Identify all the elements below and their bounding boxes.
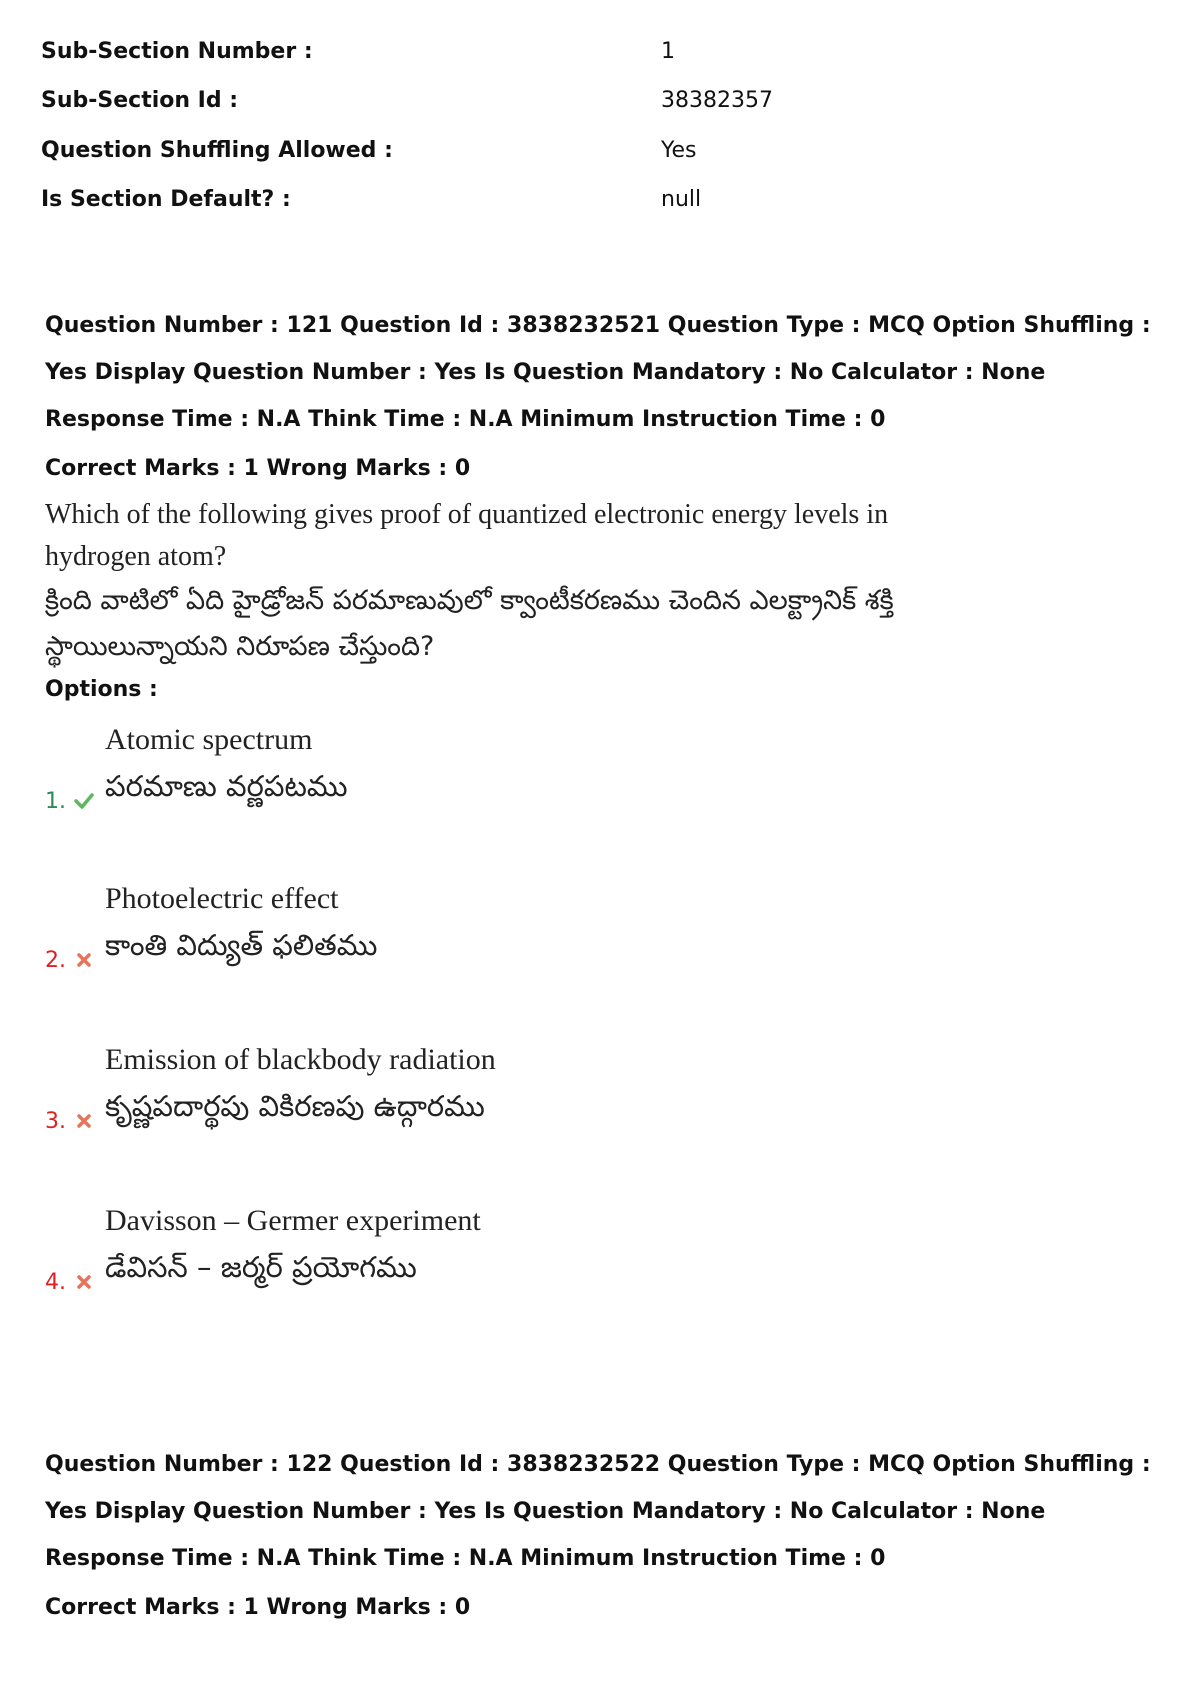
subsection-id-label: Sub-Section Id :	[41, 88, 239, 113]
option-text-english: Photoelectric effect	[105, 882, 339, 915]
question-text-telugu: క్రింది వాటిలో ఏది హైడ్రోజన్ పరమాణువులో క్వాంటీకరణము చెందిన ఎలక్ట్రానిక్ శక్తి స్థాయిలున్నాయని నిరూపణ చేస్తుంది?	[45, 585, 894, 662]
question-shuffling-label: Question Shuffling Allowed :	[41, 138, 393, 163]
option-3	[45, 1038, 845, 1148]
option-number: 3.	[45, 1109, 66, 1134]
subsection-id-row	[41, 81, 1141, 121]
marks-line: Correct Marks : 1 Wrong Marks : 0	[45, 1595, 471, 1620]
subsection-number-value: 1	[661, 39, 675, 64]
option-4	[45, 1199, 845, 1309]
question-header: Question Number : 121 Question Id : 3838232521 Question Type : MCQ Option Shuffling : Yes Display Question Number : Yes Is Question Mandatory : No Calculator : None Response Time : N.A Think Time : N.A Minimum Instruction Time : 0	[45, 313, 1151, 432]
options-label: Options :	[45, 677, 158, 702]
option-text-english: Atomic spectrum	[105, 723, 313, 756]
option-text-telugu: పరమాణు వర్ణపటము	[105, 769, 348, 803]
option-1	[45, 718, 845, 828]
subsection-number-label: Sub-Section Number :	[41, 39, 313, 64]
marks-line: Correct Marks : 1 Wrong Marks : 0	[45, 456, 471, 481]
question-shuffling-row	[41, 131, 1141, 171]
cross-icon	[73, 1271, 95, 1293]
option-text-english: Davisson – Germer experiment	[105, 1204, 481, 1237]
subsection-number-row	[41, 32, 1141, 72]
option-number: 2.	[45, 948, 66, 973]
subsection-id-value: 38382357	[661, 88, 773, 113]
section-default-value: null	[661, 187, 702, 212]
option-text-telugu: కాంతి విద్యుత్ ఫలితము	[105, 928, 378, 962]
question-shuffling-value: Yes	[661, 138, 697, 163]
question-text-english: Which of the following gives proof of quantized electronic energy levels in hydrogen atom?	[45, 499, 889, 572]
option-text-telugu: కృష్ణపదార్థపు వికిరణపు ఉద్గారము	[105, 1089, 485, 1123]
question-header: Question Number : 122 Question Id : 3838232522 Question Type : MCQ Option Shuffling : Yes Display Question Number : Yes Is Question Mandatory : No Calculator : None Response Time : N.A Think Time : N.A Minimum Instruction Time : 0	[45, 1452, 1151, 1571]
section-default-row	[41, 180, 1141, 220]
option-number: 4.	[45, 1270, 66, 1295]
option-text-telugu: డేవిసన్ – జర్మర్ ప్రయోగము	[105, 1250, 417, 1284]
cross-icon	[73, 1110, 95, 1132]
check-icon	[73, 790, 95, 812]
option-2	[45, 877, 845, 987]
cross-icon	[73, 949, 95, 971]
option-text-english: Emission of blackbody radiation	[105, 1043, 496, 1076]
option-number: 1.	[45, 789, 66, 814]
section-default-label: Is Section Default? :	[41, 187, 291, 212]
